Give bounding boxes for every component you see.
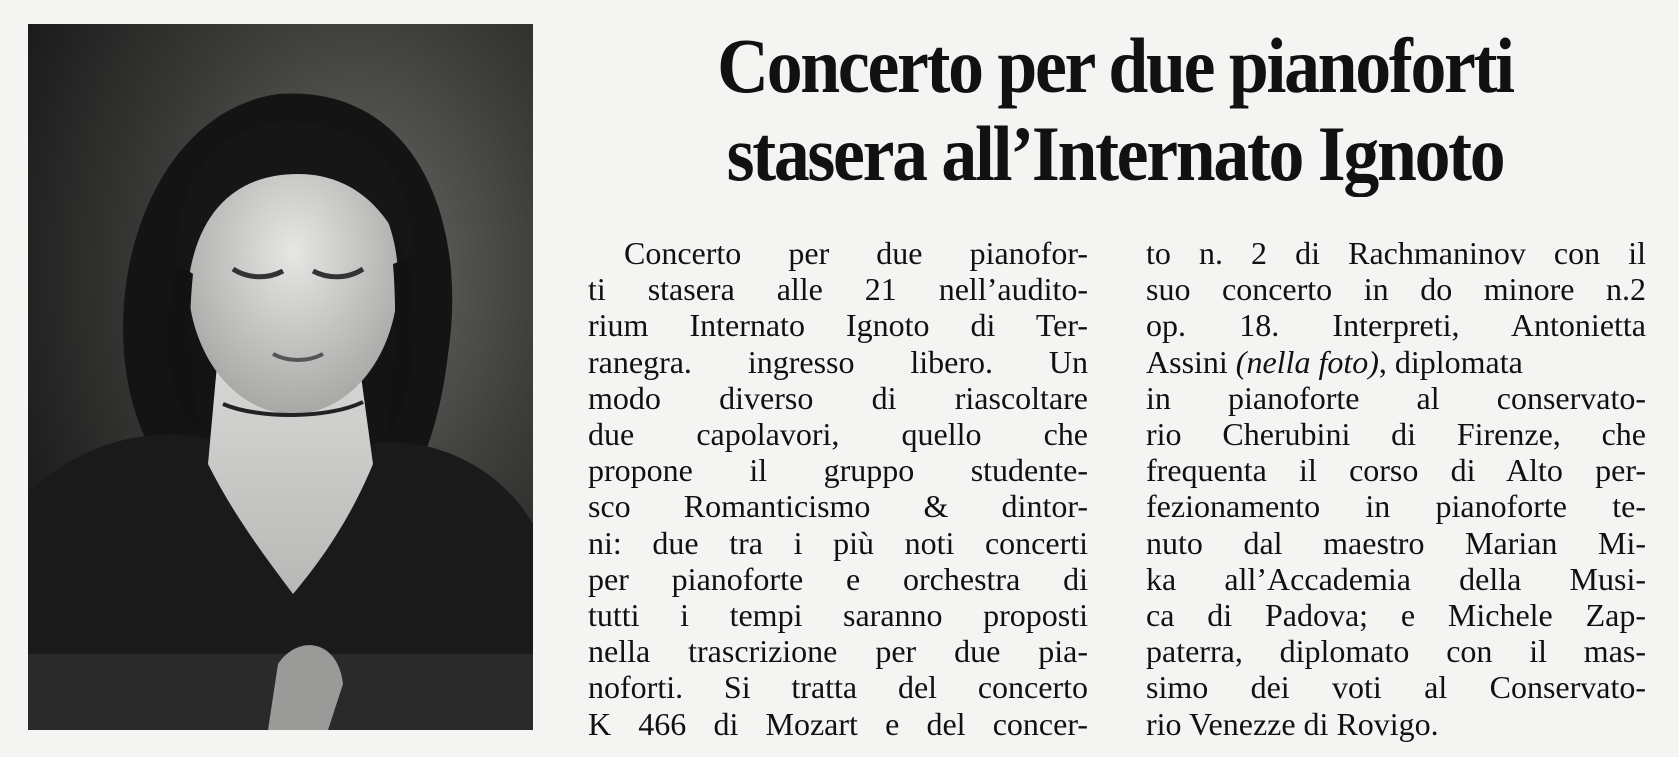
text-line: due capolavori, quello che xyxy=(588,416,1088,453)
article-column-1 xyxy=(588,235,1088,742)
text-line: op. 18. Interpreti, Antonietta xyxy=(1146,307,1646,344)
headline-line-2: stasera all’Internato Ignoto xyxy=(726,110,1504,197)
headline-line-1: Concerto per due pianoforti xyxy=(717,22,1513,109)
text-line: propone il gruppo studente- xyxy=(588,452,1088,489)
text-line: noforti. Si tratta del concerto xyxy=(588,669,1088,706)
text-line: ni: due tra i più noti concerti xyxy=(588,524,1088,561)
text-line: paterra, diplomato con il mas- xyxy=(1146,633,1646,670)
text-line: frequenta il corso di Alto per- xyxy=(1146,452,1646,489)
text-line: fezionamento in pianoforte te- xyxy=(1146,488,1646,525)
headline xyxy=(641,22,1589,198)
text-line: modo diverso di riascoltare xyxy=(588,379,1088,416)
text-line: K 466 di Mozart e del concer- xyxy=(588,705,1088,742)
text-line: rio Venezze di Rovigo. xyxy=(1146,705,1439,742)
text-line: ranegra. ingresso libero. Un xyxy=(588,343,1088,380)
text-line: per pianoforte e orchestra di xyxy=(588,560,1088,597)
text-line: simo dei voti al Conservato- xyxy=(1146,669,1646,706)
text-line: nuto dal maestro Marian Mi- xyxy=(1146,524,1646,561)
article-column-2 xyxy=(1146,235,1646,742)
text-fragment: , diplomata xyxy=(1378,343,1523,380)
text-line: nella trascrizione per due pia- xyxy=(588,633,1088,670)
text-line: Concerto per due pianofor- xyxy=(624,235,1088,271)
text-line: sco Romanticismo & dintor- xyxy=(588,488,1088,525)
text-fragment: Assini xyxy=(1146,343,1228,380)
text-line: tutti i tempi saranno proposti xyxy=(588,597,1088,634)
article-photo xyxy=(28,24,533,730)
text-line: suo concerto in do minore n.2 xyxy=(1146,271,1646,308)
text-line: in pianoforte al conservato- xyxy=(1146,379,1646,416)
text-line: ka all’Accademia della Musi- xyxy=(1146,560,1646,597)
text-line: ca di Padova; e Michele Zap- xyxy=(1146,597,1646,634)
text-line: rium Internato Ignoto di Ter- xyxy=(588,307,1088,344)
photo-caption-ref: (nella foto) xyxy=(1235,343,1379,380)
text-line-with-caption-ref xyxy=(1146,344,1646,380)
text-line: ti stasera alle 21 nell’audito- xyxy=(588,271,1088,308)
text-line: to n. 2 di Rachmaninov con il xyxy=(1146,235,1646,271)
text-line: rio Cherubini di Firenze, che xyxy=(1146,416,1646,453)
portrait-photo-icon xyxy=(28,24,533,730)
